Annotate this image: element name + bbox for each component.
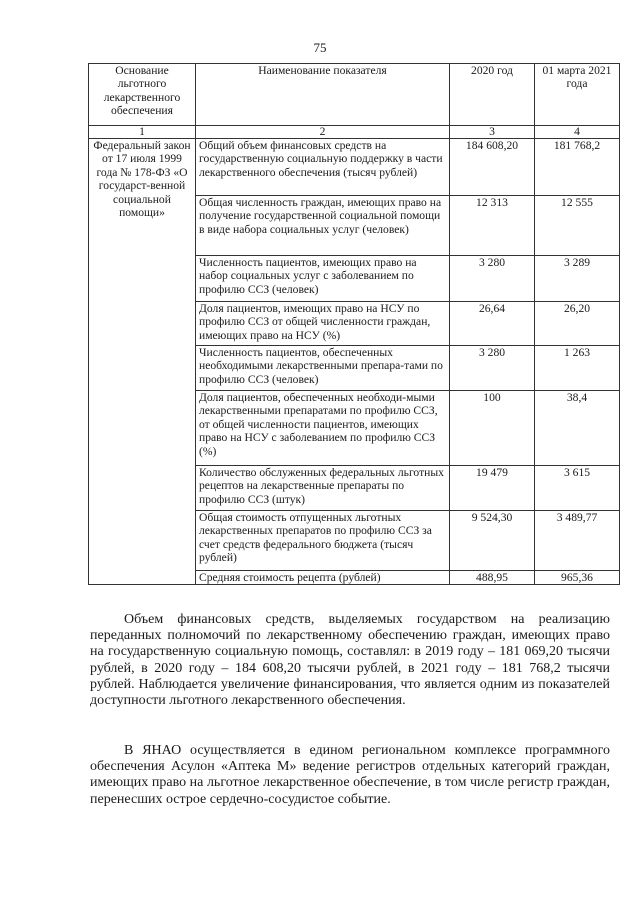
value-2021: 26,20 (535, 302, 620, 346)
table-header-row (89, 64, 620, 126)
paragraph-registry: В ЯНАО осуществляется в едином региональном комплексе программного обеспечения Асулон «Аптека М» ведение регистров отдельных категорий граждан, имеющих право на льготное лекарственное обеспечение, в том числе регистр граждан, перенесших острое сердечно-сосудистое событие. (90, 743, 610, 807)
indicator-cell: Численность пациентов, имеющих право на набор социальных услуг с заболеванием по профилю ССЗ (человек) (196, 256, 450, 302)
table-row (89, 139, 620, 196)
value-2021: 38,4 (535, 391, 620, 466)
value-2021: 181 768,2 (535, 139, 620, 196)
column-number: 4 (535, 126, 620, 139)
value-2020: 19 479 (450, 466, 535, 511)
column-numbers-row (89, 126, 620, 139)
value-2021: 3 615 (535, 466, 620, 511)
indicator-cell: Общий объем финансовых средств на государственную социальную поддержку в части лекарственного обеспечения (тысяч рублей) (196, 139, 450, 196)
paragraph-funding: Объем финансовых средств, выделяемых государством на реализацию переданных полномочий по лекарственному обеспечению граждан, имеющих право на государственную социальную помощь, составлял: в 2019 году – 181 069,20 тысячи рублей, в 2020 году – 184 608,20 тысячи рублей, в 2021 году – 181 768,2 тысячи рублей. Наблюдается увеличение финансирования, что является одним из показателей доступности льготного лекарственного обеспечения. (90, 612, 610, 709)
value-2020: 3 280 (450, 256, 535, 302)
indicator-cell: Доля пациентов, имеющих право на НСУ по профилю ССЗ от общей численности граждан, имеющих право на НСУ (%) (196, 302, 450, 346)
column-number: 1 (89, 126, 196, 139)
indicator-cell: Количество обслуженных федеральных льготных рецептов на лекарственные препараты по профилю ССЗ (штук) (196, 466, 450, 511)
header-2020: 2020 год (450, 64, 535, 126)
value-2020: 9 524,30 (450, 511, 535, 571)
indicator-cell: Общая стоимость отпущенных льготных лекарственных препаратов по профилю ССЗ за счет средств федерального бюджета (тысяч рублей) (196, 511, 450, 571)
value-2021: 1 263 (535, 346, 620, 391)
indicator-cell: Доля пациентов, обеспеченных необходи-мыми лекарственными препаратами по профилю ССЗ, от общей численности пациентов, имеющих право на НСУ с заболеванием по профилю ССЗ (%) (196, 391, 450, 466)
indicator-cell: Численность пациентов, обеспеченных необходимыми лекарственными препара-тами по профилю ССЗ (человек) (196, 346, 450, 391)
value-2021: 965,36 (535, 571, 620, 585)
value-2020: 488,95 (450, 571, 535, 585)
value-2021: 3 289 (535, 256, 620, 302)
value-2021: 3 489,77 (535, 511, 620, 571)
indicator-cell: Средняя стоимость рецепта (рублей) (196, 571, 450, 585)
basis-cell: Федеральный закон от 17 июля 1999 года № 178-ФЗ «О государст-венной социальной помощи» (89, 139, 196, 585)
header-basis: Основание льготного лекарственного обеспечения (89, 64, 196, 126)
header-2021: 01 марта 2021 года (535, 64, 620, 126)
indicator-cell: Общая численность граждан, имеющих право на получение государственной социальной помощи в виде набора социальных услуг (человек) (196, 196, 450, 256)
column-number: 2 (196, 126, 450, 139)
value-2020: 100 (450, 391, 535, 466)
header-indicator: Наименование показателя (196, 64, 450, 126)
value-2020: 3 280 (450, 346, 535, 391)
value-2020: 26,64 (450, 302, 535, 346)
value-2020: 12 313 (450, 196, 535, 256)
value-2020: 184 608,20 (450, 139, 535, 196)
column-number: 3 (450, 126, 535, 139)
value-2021: 12 555 (535, 196, 620, 256)
indicators-table (88, 63, 620, 585)
page-number: 75 (313, 40, 327, 55)
